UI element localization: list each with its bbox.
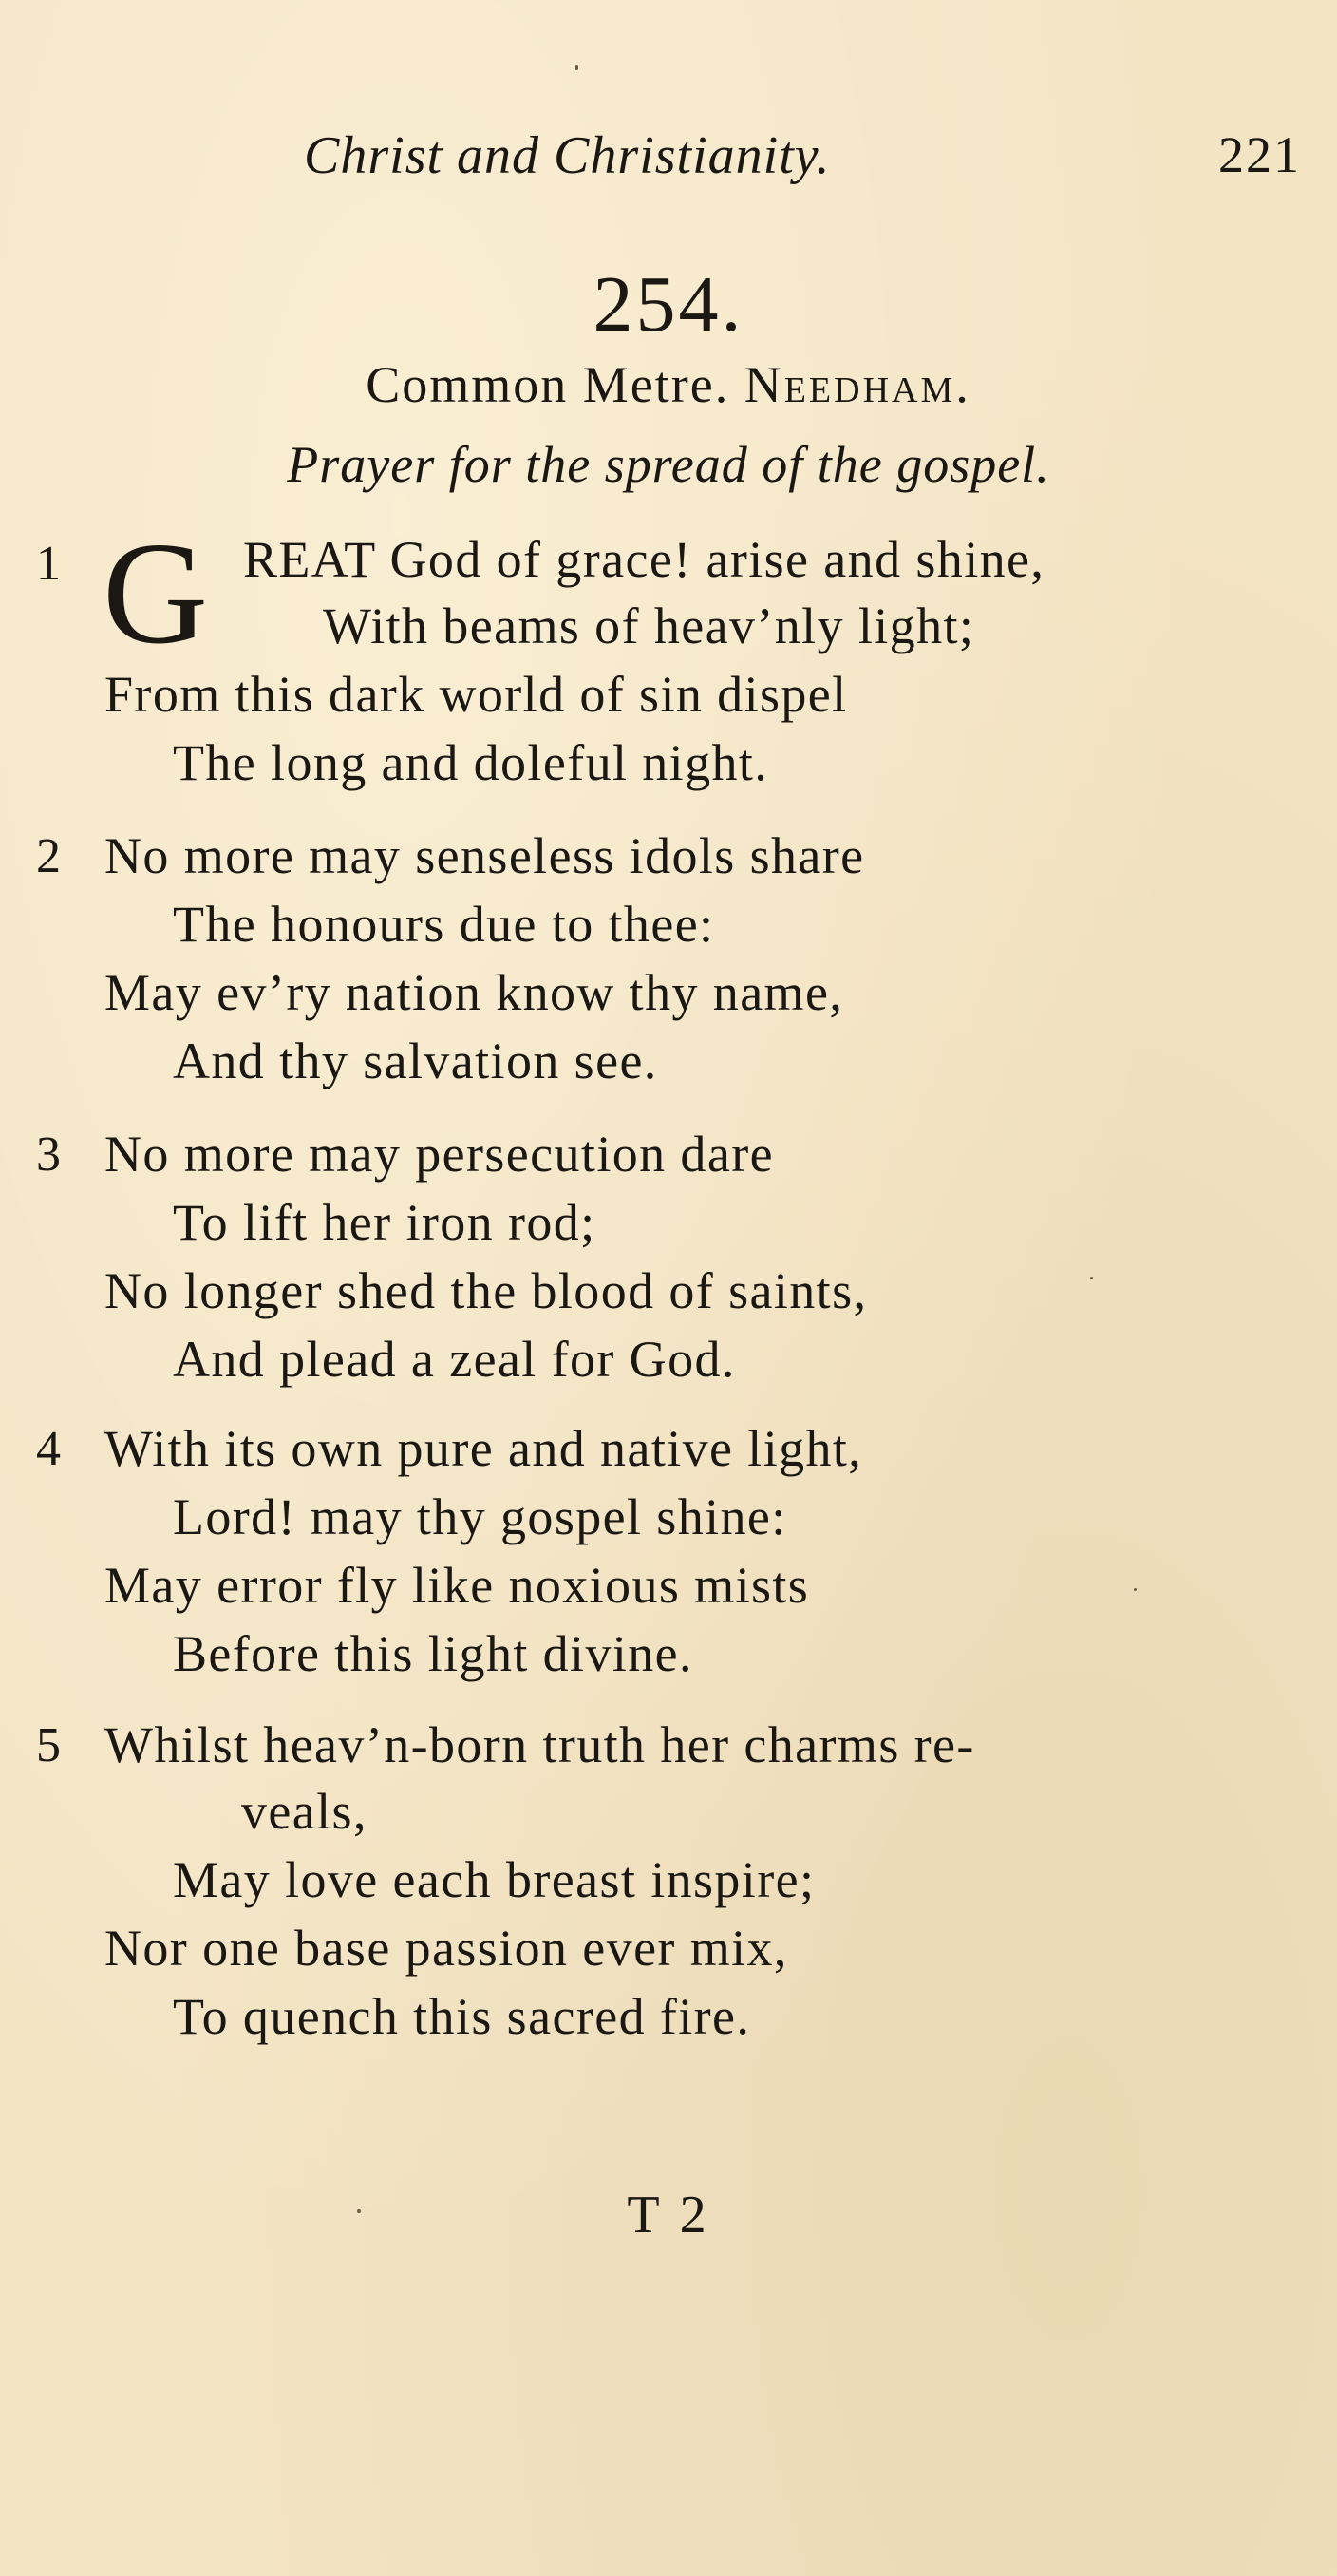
verse-line: To quench this sacred fire. [173,1988,751,2045]
verse-line: May error fly like noxious mists [104,1557,810,1614]
verse-line: Whilst heav’n-born truth her charms re- [104,1716,975,1773]
page-number: 221 [1218,126,1301,183]
verse-line: From this dark world of sin dispel [104,666,848,723]
hymn-meter: Common Metre. [366,356,730,413]
verse-line: With its own pure and native light, [104,1420,863,1477]
verse-line: Lord! may thy gospel shine: [173,1488,787,1545]
verse-line: And plead a zeal for God. [173,1331,736,1388]
verse-line: And thy salvation see. [173,1032,658,1089]
running-title: Christ and Christianity. [304,126,831,185]
ink-speck [1134,1588,1137,1591]
verse-line: REAT God of grace! arise and shine, [243,531,1045,588]
hymn-subject: Prayer for the spread of the gospel. [287,436,1050,493]
verse-line: To lift her iron rod; [173,1194,596,1251]
verse-line: Nor one base passion ever mix, [104,1920,788,1977]
drop-cap: G [103,513,209,674]
hymn-tune: Needham. [744,356,971,413]
verse-line: The honours due to thee: [173,896,715,953]
verse-line: No longer shed the blood of saints, [104,1262,868,1319]
verse-line: May ev’ry nation know thy name, [104,964,844,1021]
verse-line: With beams of heav’nly light; [323,597,975,654]
verse-number: 3 [36,1127,61,1182]
verse-line: veals, [241,1783,367,1840]
verse-line: May love each breast inspire; [173,1851,816,1908]
verse-number: 2 [36,829,61,883]
hymn-number: 254. [593,260,744,349]
verse-number: 5 [36,1718,61,1772]
verse-line: Before this light divine. [173,1625,693,1682]
verse-line: No more may persecution dare [104,1126,774,1183]
verse-number: 1 [36,537,61,591]
ink-speck [357,2209,361,2213]
signature-mark: T 2 [627,2186,710,2245]
verse-line: No more may senseless idols share [104,827,865,884]
verse-line: The long and doleful night. [173,734,769,791]
ink-speck [1090,1277,1093,1279]
ink-speck [575,65,578,70]
verse-number: 4 [36,1422,61,1476]
